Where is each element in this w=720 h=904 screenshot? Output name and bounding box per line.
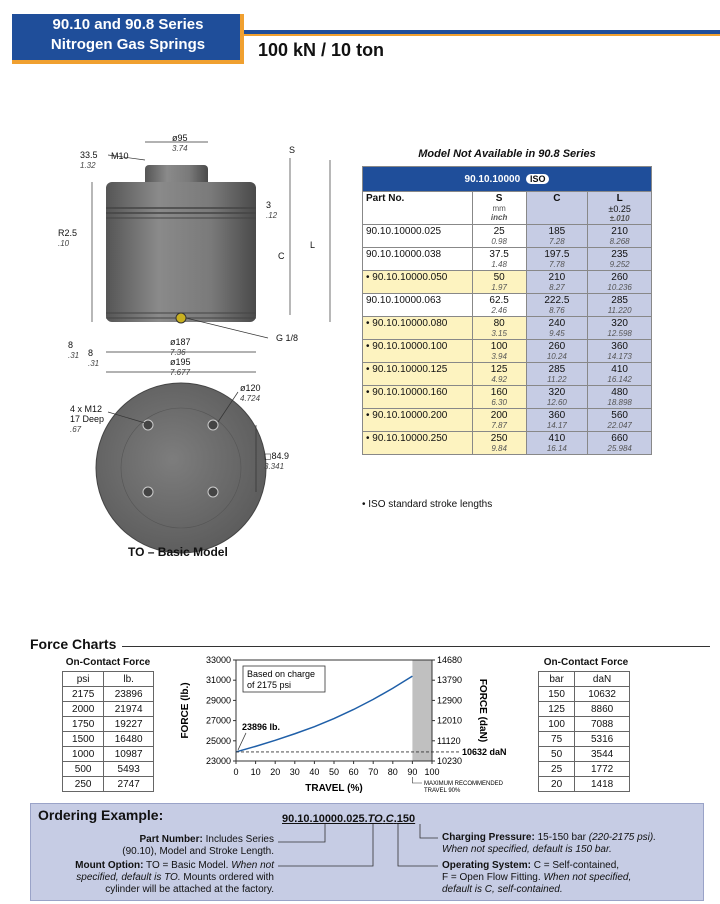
l-length-cell: 480 18.898 (588, 386, 652, 409)
table-row (63, 732, 154, 747)
code-dot-2: . (393, 813, 397, 825)
force-charts-rule (122, 646, 710, 647)
annotation-line-1: Based on charge (247, 669, 316, 679)
c-length-cell: 185 7.28 (526, 225, 588, 248)
band-label: 90.10.10000 (464, 173, 521, 185)
dim-d120: ø120 4.724 (240, 383, 261, 403)
bottom-view-disk (96, 383, 266, 553)
table-cell: 25 (539, 762, 575, 777)
header-s: S mm inch (472, 192, 526, 225)
dim-l: L (310, 240, 316, 250)
part-number-cell: • 90.10.10000.250 (363, 432, 473, 455)
table-row (63, 687, 154, 702)
table-cell: 150 (539, 687, 575, 702)
dan-force-label: 10632 daN (462, 746, 507, 757)
table-row (63, 762, 154, 777)
dim-d187: ø187 7.36 (170, 337, 191, 357)
l-length-cell: 285 11.220 (588, 294, 652, 317)
bar-force-table (538, 671, 630, 792)
table-cell: 19227 (104, 717, 154, 732)
stroke-cell: 50 1.97 (472, 271, 526, 294)
table-row (539, 717, 630, 732)
part-number-cell: • 90.10.10000.125 (363, 363, 473, 386)
ordering-leader-lines (270, 824, 450, 884)
operating-system-text: Operating System: C = Self-contained, F = Open Flow Fitting. When not specified, default is C, self-contained. (442, 860, 632, 895)
table-cell: 500 (63, 762, 104, 777)
force-travel-chart (170, 650, 534, 800)
stroke-cell: 62.5 2.46 (472, 294, 526, 317)
table-row (363, 340, 652, 363)
table-row (363, 432, 652, 455)
part-number-cell: • 90.10.10000.200 (363, 409, 473, 432)
dim-8a: 8 .31 (68, 340, 80, 360)
table-row (539, 747, 630, 762)
x-tick-label: 10 (250, 767, 261, 777)
x-tick-label: 20 (270, 767, 281, 777)
max-travel-shading (412, 660, 432, 761)
table-cell: 1500 (63, 732, 104, 747)
table-cell: 5493 (104, 762, 154, 777)
table-cell: 23896 (104, 687, 154, 702)
l-length-cell: 210 8.268 (588, 225, 652, 248)
x-tick-label: 0 (233, 767, 239, 777)
dim-r2-5: R2.5 .10 (58, 228, 78, 248)
stroke-cell: 250 9.84 (472, 432, 526, 455)
code-system: C (385, 813, 394, 825)
x-tick-label: 80 (387, 767, 398, 777)
stroke-cell: 160 6.30 (472, 386, 526, 409)
table-cell: 1000 (63, 747, 104, 762)
dim-sq84-9: ◻84.9 3.341 (264, 451, 289, 471)
c-length-cell: 240 9.45 (526, 317, 588, 340)
max-travel-line-1: MAXIMUM RECOMMENDED (424, 781, 503, 787)
table-band (363, 167, 652, 192)
stroke-cell: 125 4.92 (472, 363, 526, 386)
table-cell: 125 (539, 702, 575, 717)
table-row (539, 687, 630, 702)
table-row (363, 225, 652, 248)
max-travel-leader (412, 777, 422, 783)
code-part: 90.10.10000.025. (282, 813, 368, 825)
y-tick-label: 25000 (205, 735, 231, 746)
table-row (363, 386, 652, 409)
stroke-cell: 80 3.15 (472, 317, 526, 340)
force-charts-title: Force Charts (30, 636, 117, 652)
table-row (539, 732, 630, 747)
model-table (362, 166, 652, 455)
dim-s: S (289, 145, 296, 155)
table-row (363, 271, 652, 294)
part-number-cell: 90.10.10000.025 (363, 225, 473, 248)
dim-m12: 4 x M12 17 Deep .67 (70, 404, 105, 434)
table-row (539, 702, 630, 717)
table-cell: 10987 (104, 747, 154, 762)
table-cell: 2175 (63, 687, 104, 702)
y2-tick-label: 12900 (437, 695, 463, 706)
code-dot-1: . (382, 813, 386, 825)
mount-option-text: Mount Option: TO = Basic Model. When not specified, default is TO. Mounts ordered with cylinder will be attached at the factory. (75, 860, 274, 895)
iso-badge: ISO (526, 174, 550, 184)
model-note: Model Not Available in 90.8 Series (418, 148, 596, 160)
y-tick-label: 23000 (205, 756, 231, 766)
c-length-cell: 285 11.22 (526, 363, 588, 386)
table-cell: 50 (539, 747, 575, 762)
y2-tick-label: 10230 (437, 756, 463, 766)
l-length-cell: 235 9.252 (588, 248, 652, 271)
x-tick-label: 50 (328, 767, 340, 777)
y-axis-label: FORCE (lb.) (180, 682, 191, 739)
y2-tick-label: 13790 (437, 675, 463, 686)
dim-33-5: 33.5 1.32 (80, 150, 98, 170)
c-length-cell: 320 12.60 (526, 386, 588, 409)
table-row (363, 317, 652, 340)
page-title (12, 15, 244, 55)
table-cell: 8860 (575, 702, 630, 717)
table-cell: 1750 (63, 717, 104, 732)
table-cell: 2747 (104, 777, 154, 792)
x-tick-label: 100 (424, 767, 440, 777)
table-cell: 1772 (575, 762, 630, 777)
code-pressure: 150 (396, 813, 416, 825)
table-cell: 21974 (104, 702, 154, 717)
header-rule-accent (244, 34, 720, 36)
max-travel-line-2: TRAVEL 90% (424, 788, 461, 794)
start-force-label: 23896 lb. (242, 721, 281, 732)
psi-header: psi (63, 672, 104, 687)
stroke-cell: 200 7.87 (472, 409, 526, 432)
dan-header: daN (575, 672, 630, 687)
table-cell: 100 (539, 717, 575, 732)
header-part: Part No. (363, 192, 473, 225)
start-force-leader (238, 733, 246, 750)
y-tick-label: 29000 (205, 695, 231, 706)
l-length-cell: 660 25.984 (588, 432, 652, 455)
code-mount: TO (367, 813, 383, 825)
table-row (63, 777, 154, 792)
table-row (363, 409, 652, 432)
table-cell: 250 (63, 777, 104, 792)
table-cell: 5316 (575, 732, 630, 747)
y2-tick-label: 14680 (437, 655, 463, 665)
stroke-cell: 37.5 1.48 (472, 248, 526, 271)
cylinder-body (106, 182, 256, 322)
table-cell: 20 (539, 777, 575, 792)
table-row (63, 702, 154, 717)
title-line-1: 90.10 and 90.8 Series (52, 16, 204, 33)
title-line-2: Nitrogen Gas Springs (50, 36, 206, 53)
stroke-cell: 100 3.94 (472, 340, 526, 363)
header-l: L ±0.25 ±.010 (588, 192, 652, 225)
part-number-cell: • 90.10.10000.080 (363, 317, 473, 340)
l-length-cell: 560 22.047 (588, 409, 652, 432)
table-row (63, 747, 154, 762)
x-tick-label: 40 (309, 767, 320, 777)
x-tick-label: 30 (289, 767, 300, 777)
table-cell: 2000 (63, 702, 104, 717)
table-row (363, 294, 652, 317)
x-axis-label: TRAVEL (%) (305, 783, 363, 794)
x-tick-label: 90 (407, 767, 418, 777)
dim-c: C (278, 251, 285, 261)
table-row (539, 777, 630, 792)
part-number-cell: • 90.10.10000.160 (363, 386, 473, 409)
dim-d195: ø195 7.677 (170, 357, 191, 377)
right-table-title: On-Contact Force (543, 657, 629, 668)
c-length-cell: 222.5 8.76 (526, 294, 588, 317)
part-number-cell: 90.10.10000.038 (363, 248, 473, 271)
l-length-cell: 260 10.236 (588, 271, 652, 294)
table-footnote: • ISO standard stroke lengths (362, 499, 493, 510)
l-length-cell: 320 12.598 (588, 317, 652, 340)
left-table-title: On-Contact Force (65, 657, 151, 668)
annotation-line-2: of 2175 psi (247, 680, 292, 690)
part-number-cell: • 90.10.10000.100 (363, 340, 473, 363)
table-row (363, 363, 652, 386)
l-length-cell: 360 14.173 (588, 340, 652, 363)
table-cell: 1418 (575, 777, 630, 792)
y2-tick-label: 12010 (437, 715, 463, 726)
table-cell: 75 (539, 732, 575, 747)
stroke-cell: 25 0.98 (472, 225, 526, 248)
part-number-cell: • 90.10.10000.050 (363, 271, 473, 294)
l-length-cell: 410 16.142 (588, 363, 652, 386)
c-length-cell: 197.5 7.78 (526, 248, 588, 271)
page-subtitle: 100 kN / 10 ton (258, 40, 385, 60)
header-c: C (526, 192, 588, 225)
y-tick-label: 33000 (205, 655, 231, 665)
ordering-title: Ordering Example: (38, 807, 164, 823)
c-length-cell: 210 8.27 (526, 271, 588, 294)
gas-fitting (176, 313, 186, 323)
c-length-cell: 360 14.17 (526, 409, 588, 432)
dim-8b: 8 .31 (88, 348, 100, 368)
table-cell: 16480 (104, 732, 154, 747)
table-row (363, 248, 652, 271)
y-tick-label: 31000 (205, 675, 231, 686)
charging-pressure-text: Charging Pressure: 15-150 bar (220-2175 psi). When not specified, default is 150 bar. (442, 832, 657, 855)
drawing-caption: TO – Basic Model (128, 545, 228, 559)
y-tick-label: 27000 (205, 715, 231, 726)
part-number-cell: 90.10.10000.063 (363, 294, 473, 317)
table-row (63, 717, 154, 732)
table-cell: 7088 (575, 717, 630, 732)
y2-tick-label: 11120 (437, 735, 461, 746)
y2-axis-label: FORCE (daN) (477, 678, 488, 743)
bar-header: bar (539, 672, 575, 687)
x-tick-label: 70 (368, 767, 379, 777)
c-length-cell: 260 10.24 (526, 340, 588, 363)
table-cell: 3544 (575, 747, 630, 762)
dim-g18: G 1/8 (276, 333, 299, 343)
table-cell: 10632 (575, 687, 630, 702)
dim-d95: ø95 3.74 (172, 133, 188, 153)
part-number-text: Part Number: Includes Series (90.10), Model and Stroke Length. (122, 834, 274, 857)
dim-3: 3 .12 (266, 200, 278, 220)
dim-m10: M10 (111, 151, 129, 161)
x-tick-label: 60 (348, 767, 359, 777)
table-row (539, 762, 630, 777)
psi-force-table (62, 671, 154, 792)
lb-header: lb. (104, 672, 154, 687)
c-length-cell: 410 16.14 (526, 432, 588, 455)
